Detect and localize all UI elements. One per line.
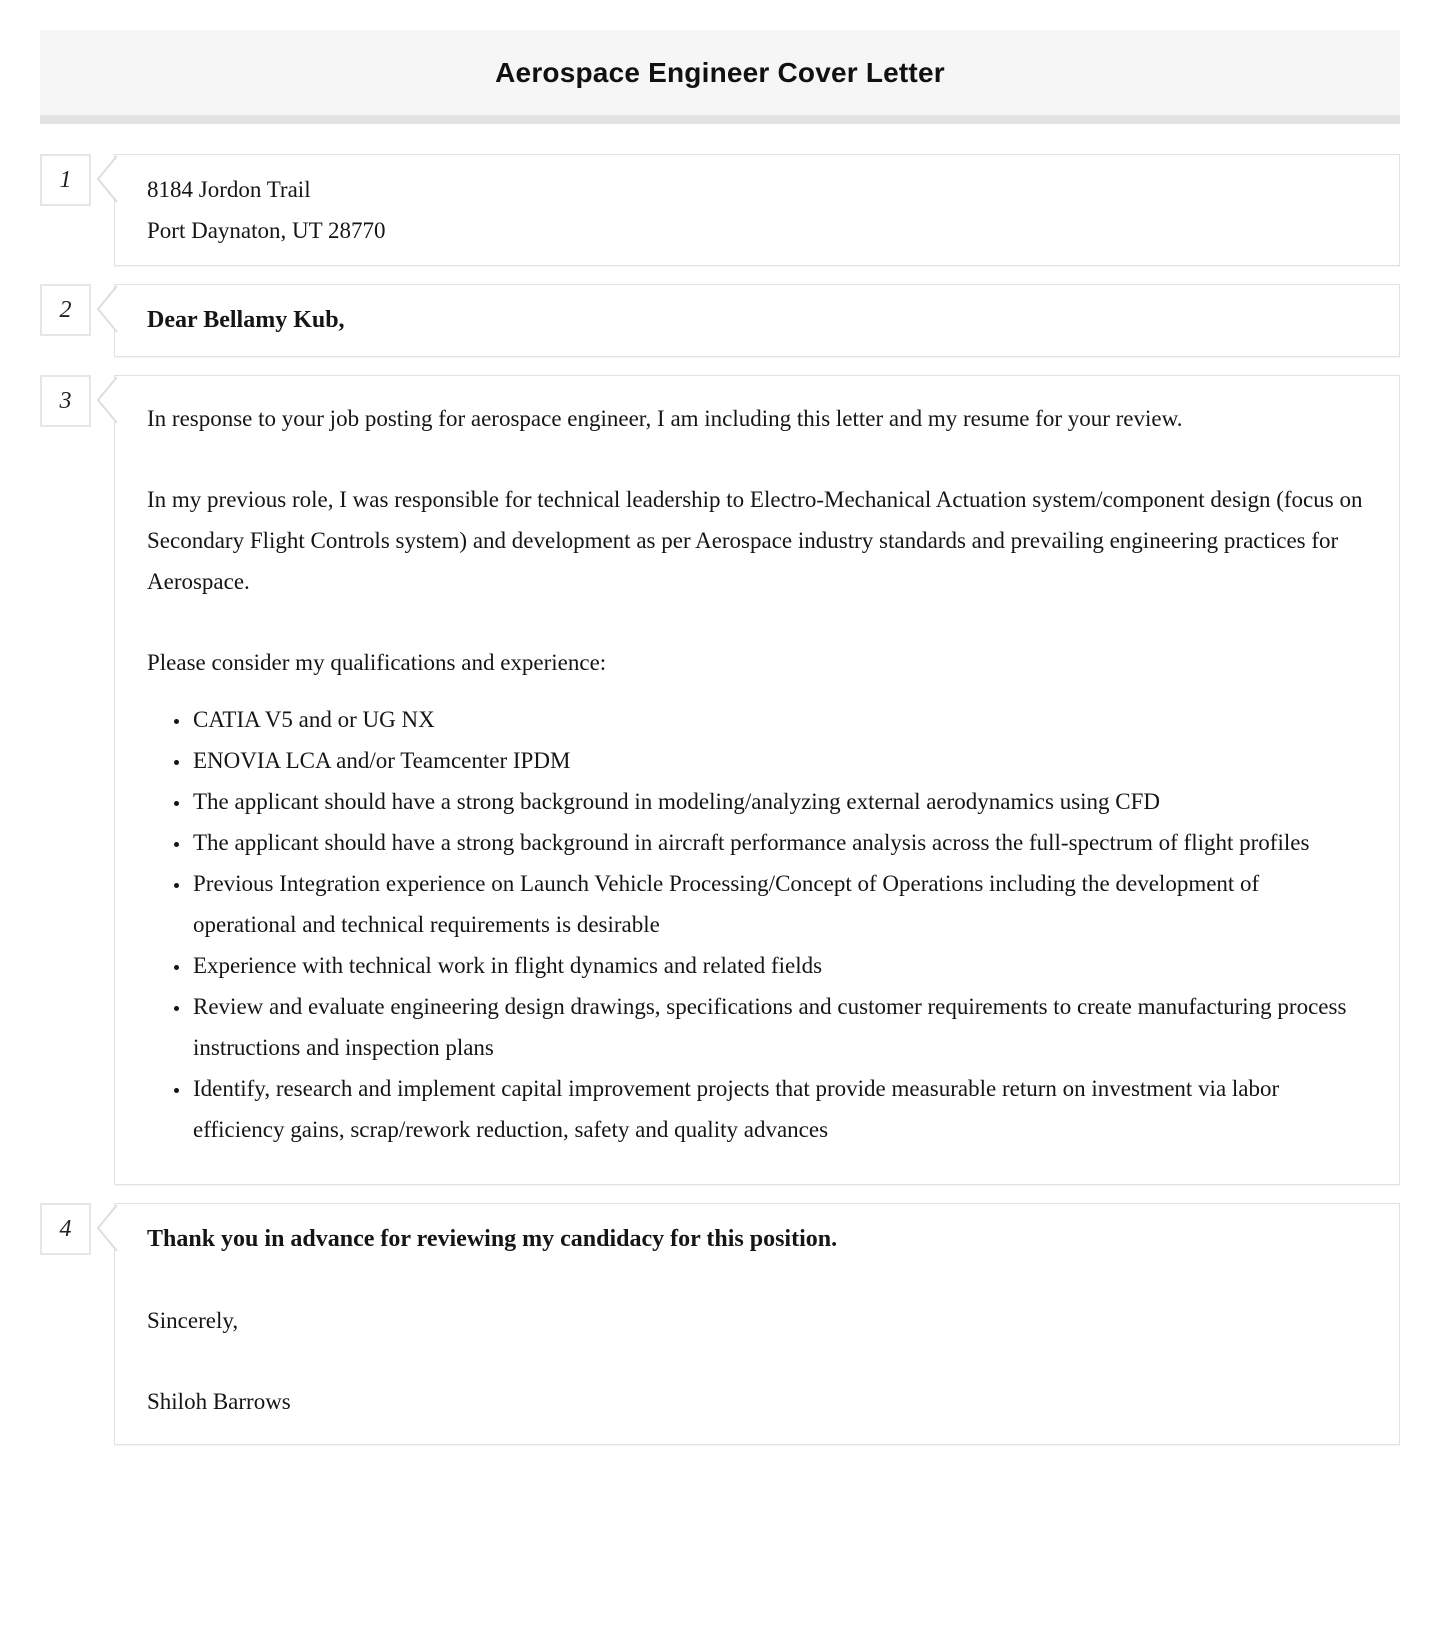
signoff-line: Sincerely, [147,1308,239,1333]
page-title: Aerospace Engineer Cover Letter [495,56,945,88]
title-bar-shadow [40,115,1400,124]
body-box [114,375,1400,1185]
qualifications-intro: Please consider my qualifications and experience: [147,650,607,675]
section-closing [40,1203,1400,1445]
document-title-bar [40,30,1400,115]
qualification-item: • ENOVIA LCA and/or Teamcenter IPDM [191,740,1367,781]
paragraph-previous-role: In my previous role, I was responsible for technical leadership to Electro-Mechanical Actuation system/component design (focus on Secondary Flight Controls system) and development as per Aerospace industry standards and prevailing engineering practices for Aerospace. [147,487,1363,594]
qualification-item: • CATIA V5 and or UG NX [191,699,1367,740]
section-number-badge-4 [40,1203,91,1255]
greeting-text: Dear Bellamy Kub, [147,307,345,333]
body-content [115,376,1399,1184]
address-content [115,155,1399,265]
qualification-item: • Previous Integration experience on Launch Vehicle Processing/Concept of Operations including the development of operational and technical requirements is desirable [191,863,1367,945]
section-number: 1 [59,166,72,193]
qualification-item: • Experience with technical work in flight dynamics and related fields [191,945,1367,986]
address-box [114,154,1400,266]
qualification-item: • The applicant should have a strong background in aircraft performance analysis across the full-spectrum of flight profiles [191,822,1367,863]
section-address [40,154,1400,266]
signature-line: Shiloh Barrows [147,1389,291,1414]
closing-box [114,1203,1400,1445]
thanks-line: Thank you in advance for reviewing my candidacy for this position. [147,1226,838,1252]
address-line-2: Port Daynaton, UT 28770 [147,218,386,243]
section-greeting [40,284,1400,357]
letter-body [0,154,1440,1445]
section-number-badge-2 [40,284,91,336]
qualification-item: • Identify, research and implement capital improvement projects that provide measurable return on investment via labor efficiency gains, scrap/rework reduction, safety and quality advances [191,1068,1367,1150]
section-number: 3 [59,387,72,414]
section-number-badge-3 [40,375,91,427]
closing-content [115,1204,1399,1444]
section-main-body [40,375,1400,1185]
qualification-item: • The applicant should have a strong background in modeling/analyzing external aerodynamics using CFD [191,781,1367,822]
qualifications-list [147,699,1367,1150]
greeting-box [114,284,1400,357]
section-number: 4 [59,1215,72,1242]
address-line-1: 8184 Jordon Trail [147,177,311,202]
cover-letter-page [0,30,1440,1651]
section-number-badge-1 [40,154,91,206]
section-number: 2 [59,296,72,323]
qualification-item: • Review and evaluate engineering design drawings, specifications and customer requirements to create manufacturing process instructions and inspection plans [191,986,1367,1068]
greeting-content [115,285,1399,356]
paragraph-intro: In response to your job posting for aerospace engineer, I am including this letter and my resume for your review. [147,406,1183,431]
